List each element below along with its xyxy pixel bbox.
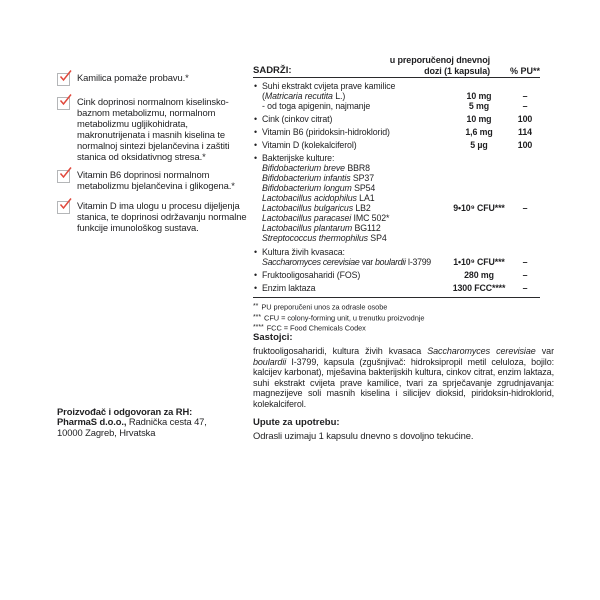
fact-row: Saccharomyces cerevisiae var boulardii I-3799 1•10⁹ CFU*** – <box>262 257 528 267</box>
fact-row: Bifidobacterium breve BBR8 <box>262 163 370 173</box>
fact-row: Bifidobacterium longum SP54 <box>262 183 376 193</box>
usage-text: Odrasli uzimaju 1 kapsulu dnevno s dovoljno tekućine. <box>253 430 474 441</box>
fact-row: Bifidobacterium infantis SP37 <box>262 173 375 183</box>
fact-row: - od toga apigenin, najmanje 5 mg – <box>262 101 528 111</box>
fact-row: Lactobacillus bulgaricus LB2 9•10⁹ CFU*** – <box>262 203 528 213</box>
claim-item-cink <box>57 96 249 162</box>
claims-list <box>57 72 249 233</box>
manufacturer-block <box>57 407 257 438</box>
ingredients-text: fruktooligosaharidi, kultura živih kvasaca Saccharomyces cerevisiae var boulardii I-3799, kapsula (zgušnjivač: hidroksipropil metil celuloza, bojilo: kalcijev karbonat), mješavina bakterijskih kultura, cinkov citrat, enzim laktaza, suhi ekstrakt cvijeta prave kamilice, tvari za sprječavanje zgrudnjavanja: magnezijeve soli masnih kiselina i silicijev dioksid, piridoksin-hidroklorid, kolekalciferol. <box>253 346 554 409</box>
fact-row: • Enzim laktaza 1300 FCC**** – <box>253 283 540 293</box>
fact-row: • Kultura živih kvasaca: <box>253 247 540 257</box>
claim-text: Cink doprinosi normalnom kiselinsko-baznom metabolizmu, normalnom metabolizmu ugljikohidrata, makronutrijenata i masnih kiselina te normalnoj sintezi bjelančevina i zaštiti stanica od oksidativnog stresa.* <box>77 96 230 162</box>
claim-text: Vitamin B6 doprinosi normalnom metabolizmu bjelančevina i glikogena.* <box>77 169 235 191</box>
footer-rule <box>253 297 540 298</box>
fact-row: Lactobacillus paracasei IMC 502* <box>262 213 390 223</box>
fact-row: Lactobacillus plantarum BG112 <box>262 223 381 233</box>
fact-row: Lactobacillus acidophilus LA1 <box>262 193 375 203</box>
facts-rows <box>253 81 540 293</box>
checkbox <box>57 97 70 110</box>
fact-row: • Vitamin B6 (piridoksin-hidroklorid) 1,6 mg 114 <box>253 127 540 137</box>
fact-row: • Vitamin D (kolekalciferol) 5 µg 100 <box>253 140 540 150</box>
footnote: *** CFU = colony-forming unit, u trenutku proizvodnje <box>253 313 425 322</box>
fact-row: Streptococcus thermophilus SP4 <box>262 233 387 243</box>
ingredients-heading: Sastojci: <box>253 332 293 343</box>
claim-text: Kamilica pomaže probavu.* <box>77 72 189 83</box>
ingredients-section <box>253 332 554 410</box>
fact-row: • Fruktooligosaharidi (FOS) 280 mg – <box>253 270 540 280</box>
header-rule <box>253 77 540 78</box>
checkbox <box>57 170 70 183</box>
claim-item-kamilica <box>57 72 249 86</box>
manufacturer-heading: Proizvođač i odgovoran za RH: <box>57 406 193 417</box>
dose-column-header: u preporučenoj dnevnoj dozi (1 kapsula) <box>389 55 490 76</box>
facts-header <box>253 55 540 76</box>
fact-row: • Bakterijske kulture: <box>253 153 540 163</box>
fact-row: (Matricaria recutita L.) 10 mg – <box>262 91 528 101</box>
usage-heading: Upute za upotrebu: <box>253 417 340 428</box>
footnote: ** PU preporučeni unos za odrasle osobe <box>253 302 388 312</box>
claim-text: Vitamin D ima ulogu u procesu dijeljenja stanica, te doprinosi održavanju normalne funkcije imunološkog sustava. <box>77 200 247 233</box>
checkbox <box>57 201 70 214</box>
manufacturer-address-line2: 10000 Zagreb, Hrvatska <box>57 426 156 438</box>
footnote: **** FCC = Food Chemicals Codex <box>253 323 366 333</box>
footnotes <box>253 302 540 334</box>
facts-title: SADRŽI: <box>253 65 292 76</box>
supplement-facts-table <box>253 55 540 334</box>
claim-item-vitamin-b6 <box>57 169 249 191</box>
fact-row: • Cink (cinkov citrat) 10 mg 100 <box>253 114 540 124</box>
pu-column-header: % PU** <box>510 66 541 76</box>
fact-row: • Suhi ekstrakt cvijeta prave kamilice <box>253 81 540 91</box>
claim-item-vitamin-d <box>57 200 249 233</box>
manufacturer-address-line1: PharmaS d.o.o., Radnička cesta 47, <box>57 416 207 428</box>
checkbox <box>57 73 70 86</box>
usage-section <box>253 417 554 441</box>
